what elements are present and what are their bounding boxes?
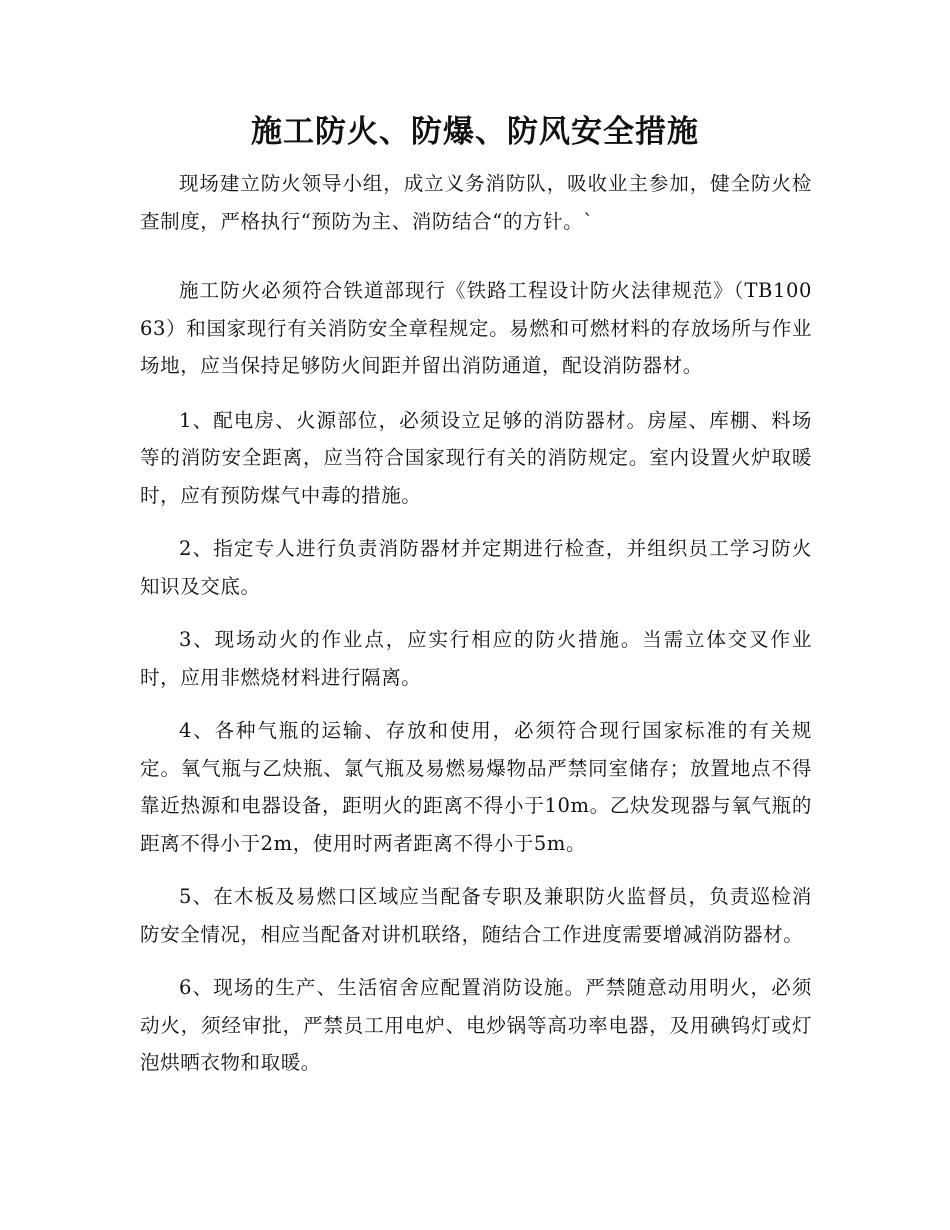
paragraph-item-5: 5、在木板及易燃口区域应当配备专职及兼职防火监督员，负责巡检消防安全情况，相应当配备对讲机联络，随结合工作进度需要增减消防器材。 — [140, 885, 812, 946]
paragraph-item-1: 1、配电房、火源部位，必须设立足够的消防器材。房屋、库棚、料场等的消防安全距离，应当符合国家现行有关的消防规定。室内设置火炉取暖时，应有预防煤气中毒的措施。 — [140, 408, 812, 507]
paragraph-item-6: 6、现场的生产、生活宿舍应配置消防设施。严禁随意动用明火，必须动火，须经审批，严禁员工用电炉、电炒锅等高功率电器，及用碘钨灯或灯泡烘晒衣物和取暖。 — [140, 976, 812, 1074]
paragraph-item-2: 2、指定专人进行负责消防器材并定期进行检查，并组织员工学习防火知识及交底。 — [140, 537, 812, 598]
paragraph-item-3: 3、现场动火的作业点，应实行相应的防火措施。当需立体交叉作业时，应用非燃烧材料进行隔离。 — [140, 628, 812, 689]
paragraph-intro: 现场建立防火领导小组，成立义务消防队，吸收业主参加，健全防火检查制度，严格执行“预防为主、消防结合“的方针。` — [140, 172, 812, 233]
paragraph-regulation: 施工防火必须符合铁道部现行《铁路工程设计防火法律规范》（TB10063）和国家现行有关消防安全章程规定。易燃和可燃材料的存放场所与作业场地，应当保持足够防火间距并留出消防通道，配设消防器材。 — [140, 279, 812, 377]
document-body — [140, 165, 812, 1098]
document-title: 施工防火、防爆、防风安全措施 — [251, 114, 699, 150]
paragraph-item-4: 4、各种气瓶的运输、存放和使用，必须符合现行国家标准的有关规定。氧气瓶与乙炔瓶、氯气瓶及易燃易爆物品严禁同室储存；放置地点不得靠近热源和电器设备，距明火的距离不得小于10m。乙炔发现器与氧气瓶的距离不得小于2m，使用时两者距离不得小于5m。 — [140, 719, 812, 855]
